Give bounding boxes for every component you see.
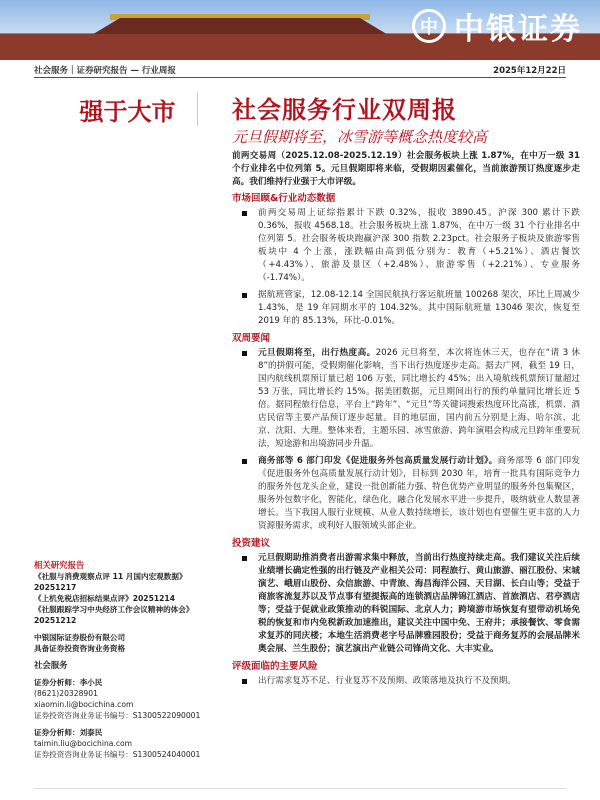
report-subtitle: 元旦假期将至，冰雪游等概念热度较高: [232, 128, 488, 146]
license-line-2: 具备证券投资咨询业务资格: [34, 644, 126, 653]
section-review-title: 市场回顾&行业动态数据: [232, 193, 336, 204]
main-content: [232, 150, 580, 692]
analyst-2-label: 证券分析师：: [34, 728, 80, 737]
review-bullet-1: 前两交易周上证综指累计下跌 0.32%，报收 3890.45。沪深 300 累计下跌 0.36%，报收 4568.18。社会服务板块上涨 1.87%，在中万一级 31 个行业排名中位列第 5。社会服务板块跑赢沪深 300 指数 2.23pct。社会服务子板块及旅游零售板块中 4 个上涨，涨跌幅由高到低分别为：教育（+5.21%）、酒店餐饮（+4.43%）、旅游及景区（+2.48%）、旅游零售（+2.21%）、专业服务（-1.74%）。: [232, 207, 580, 285]
analyst-2-cert: 证券投资咨询业务证书编号：S1300524040001: [34, 750, 201, 759]
license-line-1: 中银国际证券股份有限公司: [34, 633, 126, 642]
brand-name: 中银证券: [454, 12, 582, 47]
section-weekly-title: 双周要闻: [232, 333, 271, 344]
section-risk-title: 评级面临的主要风险: [232, 661, 318, 672]
related-reports: [34, 560, 220, 626]
analyst-1-phone: (8621)20328901: [34, 689, 98, 698]
analyst-2-name: 刘泰民: [79, 728, 103, 737]
review-bullet-2: 据航班管家，12.08-12.14 全国民航执行客运航班量 100268 架次，环比上周减少 1.43%，是 19 年同期水平的 104.32%。其中国际航班量 13046 架次，恢复至 2019 年的 85.13%，环比-0.01%。: [232, 289, 580, 328]
analyst-2: [34, 727, 220, 760]
rating-badge: 强于大市: [58, 92, 198, 126]
report-date: 2025年12月22日: [493, 65, 566, 76]
weekly-bullet-2: 商务部等 6 部门印发《促进服务外包高质量发展行动计划》。商务部等 6 部门印发《促进服务外包高质量发展行动计划》，目标到 2030 年，培育一批具有国际竞争力的服务外包龙头企业，建设一批创新能力强、特色优势产业明显的服务外包集聚区，服务外包数字化，智能化，绿色化，融合化发展水平进一步提升，吸纳就业人数显著增长。当下我国人服行业规模、从业人数持续增长，该计划也有望催生更丰富的人力资源服务需求，或利好人服领域头部企业。: [232, 455, 580, 533]
report-title: 社会服务行业双周报: [232, 95, 457, 124]
industry-label: 社会服务: [34, 660, 68, 670]
related-item-2: 《上机免税店招标结果点评》20251214: [34, 594, 175, 603]
related-item-3: 《社服跟踪学习中央经济工作会议精神的体会》20251212: [34, 605, 194, 625]
analyst-1-cert: 证券投资咨询业务证书编号：S1300522090001: [34, 711, 201, 720]
license-info: [34, 632, 220, 654]
weekly-bullet-1: 元旦假期将至，出行热度高。2026 元旦将至，本次将连休三天，也存在“请 3 休 8”的拼假可能，受假期催化影响，当下出行热度逐步走高。据去广网，截至 19 日，国内航线机票预订量已超 106 万张，同比增长约 45%；出入境航线机票预订量超过 53 万张，同比增长约 15%。据美团数据，元旦期间出行的预约单量同比增长近 5 倍。据同程旅行信息，平台上“跨年”、“元旦”等关键词搜索热度环比高涨，机票、酒店民宿等主要产品预订逐步起量。目的地层面，国内前五分别是上海、哈尔滨、北京、沈阳、大理。整体来看，主题乐园、冰雪旅游、跨年演唱会构成元旦跨年重要玩法，短途游和出境游同步升温。: [232, 347, 580, 451]
analyst-1-name: 李小民: [79, 678, 103, 687]
footer-divider: [34, 788, 566, 789]
related-item-1: 《社服与消费观察点评 11 月国内宏观数据》20251217: [34, 572, 187, 592]
related-title: 相关研究报告: [34, 560, 85, 570]
brand-logo: [412, 6, 582, 46]
analyst-1: [34, 677, 220, 721]
sidebar: [34, 560, 220, 766]
brand-mark-icon: 中: [412, 9, 446, 43]
header-banner: [0, 0, 600, 60]
invest-bullet-1: 元旦假期助推消费者出游需求集中释放，当前出行热度持续走高。我们建议关注后续业绩增长确定性强的出行链及产业相关公司：同程旅行、黄山旅游、丽江股份、宋城演艺、峨眉山股份、众信旅游、中青旅、海昌海洋公园、天目湖、长白山等；受益于商旅客流复苏以及节点事有望提振高的连锁酒店品牌锦江酒店、首旅酒店、君亭酒店等；受益于促就业政策推动的科锐国际、北京人力；跨境游市场恢复有望带动机场免税的恢复和市内免税新政加速推出，建议关注中国中免、王府井；承接餐饮、零食需求复苏的同庆楼；本地生活消费老字号品牌雅园股份；受益于商务复苏的会展品牌米奥会展、兰生股份；演艺演出产业链公司锋尚文化、大丰实业。: [232, 552, 580, 656]
section-invest-title: 投资建议: [232, 538, 271, 549]
lead-summary: 前两交易周（2025.12.08-2025.12.19）社会服务板块上涨 1.87%，在中万一级 31 个行业排名中位列第 5。元旦假期即将来临，受假期因素催化，当前旅游预订热度逐步走高。我们维持行业强于大市评级。: [232, 151, 580, 187]
report-meta-bar: [34, 62, 566, 78]
analyst-2-email[interactable]: taimin.liu@bocichina.com: [34, 739, 133, 748]
risk-bullet-1: 出行需求复苏不足、行业复苏不及预期、政策落地及执行不及预期。: [232, 675, 580, 688]
analyst-label: 证券分析师：: [34, 678, 80, 687]
analyst-1-email[interactable]: xiaomin.li@bocichina.com: [34, 700, 134, 709]
report-category: 社会服务｜证券研究报告 — 行业周报: [34, 65, 176, 76]
